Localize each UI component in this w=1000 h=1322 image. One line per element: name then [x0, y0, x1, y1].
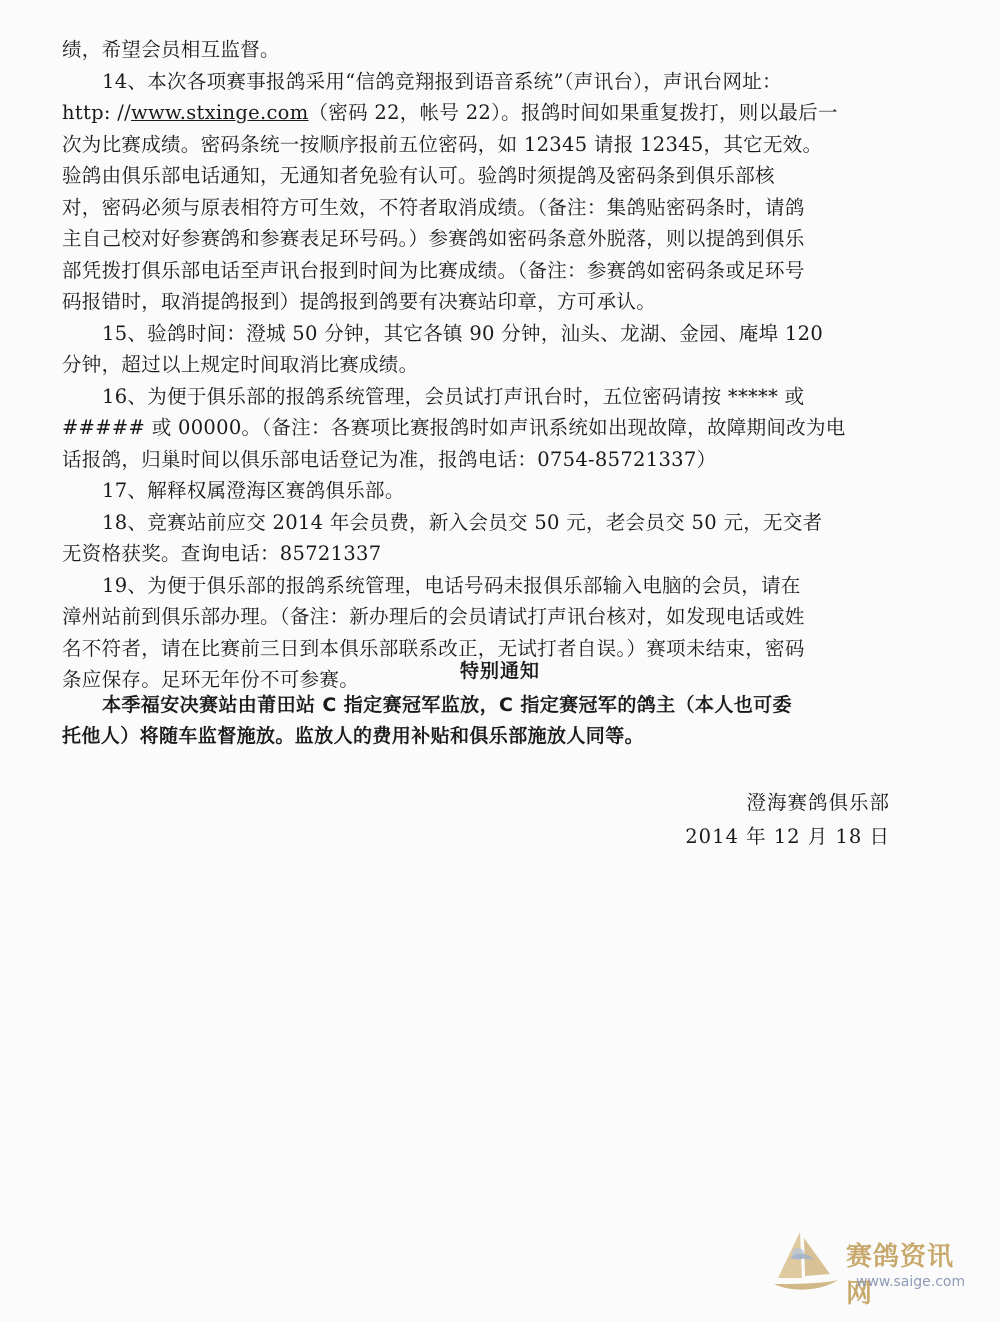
- text-line: 分钟，超过以上规定时间取消比赛成绩。: [62, 353, 419, 376]
- text-line: 部凭拨打俱乐部电话至声讯台报到时间为比赛成绩。（备注：参赛鸽如密码条或足环号: [62, 258, 805, 282]
- watermark: [760, 1222, 966, 1312]
- text-line: 名不符者，请在比赛前三日到本俱乐部联系改正，无试打者自误。）赛项未结束，密码: [62, 636, 805, 660]
- text-line: 漳州站前到俱乐部办理。（备注：新办理后的会员请试打声讯台核对，如发现电话或姓: [62, 605, 805, 628]
- text-line: 码报错时，取消提鸽报到）提鸽报到鸽要有决赛站印章，方可承认。: [62, 290, 657, 313]
- signature-block: [685, 786, 890, 854]
- notice-line: 本季福安决赛站由莆田站 C 指定赛冠军监放，C 指定赛冠军的鸽主（本人也可委: [102, 694, 792, 716]
- rule-15: 15、验鸽时间：澄城 50 分钟，其它各镇 90 分钟，汕头、龙湖、金园、庵埠 120: [102, 321, 824, 345]
- text-line: 主自己校对好参赛鸽和参赛表足环号码。）参赛鸽如密码条意外脱落，则以提鸽到俱乐: [62, 227, 805, 250]
- text-line: 验鸽由俱乐部电话通知，无通知者免验有认可。验鸽时须提鸽及密码条到俱乐部核: [62, 164, 775, 187]
- text-line: 无资格获奖。查询电话：85721337: [62, 542, 382, 565]
- rule-16: 16、为便于俱乐部的报鸽系统管理，会员试打声讯台时，五位密码请按 ***** 或: [102, 384, 805, 408]
- signature-date: 2014 年 12 月 18 日: [685, 825, 890, 848]
- text-line: [62, 97, 892, 129]
- text-line: 对，密码必须与原表相符方可生效，不符者取消成绩。（备注：集鸽贴密码条时，请鸽: [62, 195, 805, 219]
- watermark-site-name: 赛鸽资讯网: [846, 1242, 955, 1309]
- watermark-url: www.saige.com: [856, 1274, 966, 1290]
- text-line: 绩，希望会员相互监督。: [62, 38, 280, 61]
- pigeon-sail-logo-icon: [760, 1222, 844, 1306]
- text-line: 话报鸽，归巢时间以俱乐部电话登记为准，报鸽电话：0754-85721337）: [62, 447, 717, 471]
- rule-17: 17、解释权属澄海区赛鸽俱乐部。: [102, 479, 405, 502]
- url-prefix: http: //: [62, 101, 132, 124]
- website-link[interactable]: www.stxinge.com: [131, 101, 309, 124]
- rules-body: [62, 34, 892, 696]
- rule-19: 19、为便于俱乐部的报鸽系统管理，电话号码未报俱乐部输入电脑的会员，请在: [102, 573, 801, 597]
- text-line: 次为比赛成绩。密码条统一按顺序报前五位密码，如 12345 请报 12345，其它无效。: [62, 132, 823, 156]
- rule-14: 14、本次各项赛事报鸽采用“信鸽竞翔报到语音系统”（声讯台），声讯台网址：: [102, 69, 782, 93]
- notice-line: 托他人）将随车监督施放。监放人的费用补贴和俱乐部施放人同等。: [62, 725, 645, 747]
- organization-name: 澄海赛鸽俱乐部: [746, 791, 890, 814]
- text-line: ##### 或 00000。（备注：各赛项比赛报鸽时如声讯系统如出现故障，故障期间改为电: [62, 416, 846, 439]
- special-notice-body: [62, 690, 892, 752]
- rule-18: 18、竞赛站前应交 2014 年会员费，新入会员交 50 元，老会员交 50 元，无交者: [102, 510, 823, 534]
- text-line: 条应保存。足环无年份不可参赛。: [62, 668, 360, 691]
- text-fragment: （密码 22，帐号 22）。报鸽时间如果重复拨打，则以最后一: [308, 101, 838, 124]
- special-notice-title: 特别通知: [459, 660, 540, 682]
